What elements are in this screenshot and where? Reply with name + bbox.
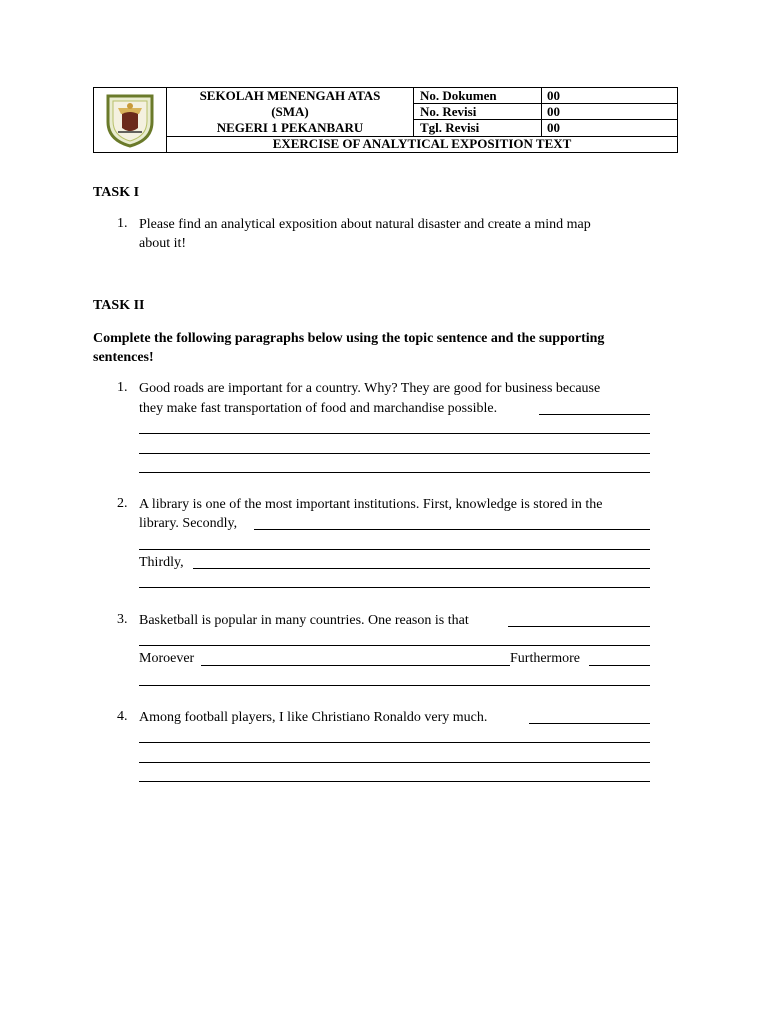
answer-blank[interactable]	[139, 762, 650, 763]
answer-blank[interactable]	[139, 685, 650, 686]
task-1-item-line-2: about it!	[139, 236, 187, 251]
answer-blank[interactable]	[193, 568, 650, 569]
answer-blank[interactable]	[254, 529, 650, 530]
school-name-line-3: NEGERI 1 PEKANBARU	[216, 120, 364, 135]
meta-row-revision-date: Tgl. Revisi 00	[420, 120, 560, 135]
answer-blank[interactable]	[539, 414, 650, 415]
document-meta-block	[414, 88, 677, 136]
task-2-item-1-line-1: Good roads are important for a country. Why? They are good for business because	[139, 381, 601, 396]
task-2-item-3-line-1: Basketball is popular in many countries. One reason is that	[139, 613, 469, 628]
answer-blank[interactable]	[139, 742, 650, 743]
task-2-item-3-moreover: Moroever	[139, 651, 195, 666]
task-2-item-2-line-1: A library is one of the most important institutions. First, knowledge is stored in the	[139, 497, 603, 512]
task-2-item-4-number: 4.	[117, 709, 128, 724]
school-name-line-2: (SMA)	[271, 104, 309, 119]
school-crest-icon	[104, 92, 156, 148]
task-2-item-2-number: 2.	[117, 496, 128, 511]
task-2-item-3-furthermore: Furthermore	[510, 651, 580, 666]
meta-row-document-number: No. Dokumen 00	[414, 88, 677, 104]
answer-blank[interactable]	[139, 453, 650, 454]
task-2-item-3-number: 3.	[117, 612, 128, 627]
task-2-item-1-number: 1.	[117, 380, 128, 395]
answer-blank[interactable]	[139, 472, 650, 473]
answer-blank[interactable]	[529, 723, 650, 724]
answer-blank[interactable]	[139, 645, 650, 646]
document-title: EXERCISE OF ANALYTICAL EXPOSITION TEXT	[167, 136, 677, 152]
school-name-block	[167, 88, 414, 136]
task-1-heading: TASK I	[93, 185, 140, 200]
school-name-line-1: SEKOLAH MENENGAH ATAS	[199, 88, 381, 103]
answer-blank[interactable]	[139, 587, 650, 588]
answer-blank[interactable]	[139, 781, 650, 782]
answer-blank[interactable]	[139, 433, 650, 434]
answer-blank[interactable]	[201, 665, 510, 666]
answer-blank[interactable]	[508, 626, 650, 627]
task-2-instruction-line-2: sentences!	[93, 350, 154, 365]
task-2-heading: TASK II	[93, 298, 145, 313]
school-logo-cell	[94, 88, 167, 152]
answer-blank[interactable]	[589, 665, 650, 666]
task-2-item-2-line-2: library. Secondly,	[139, 516, 238, 531]
task-2-item-2-line-3: Thirdly,	[139, 555, 184, 570]
meta-row-revision-number: No. Revisi 00	[414, 104, 677, 120]
task-2-item-1-line-2: they make fast transportation of food and marchandise possible.	[139, 401, 498, 416]
task-1-item-number: 1.	[117, 216, 128, 231]
task-1-item-line-1: Please find an analytical exposition about natural disaster and create a mind map	[139, 217, 591, 232]
task-2-item-4-line-1: Among football players, I like Christiano Ronaldo very much.	[139, 710, 488, 725]
task-2-instruction-line-1: Complete the following paragraphs below using the topic sentence and the supporting	[93, 331, 605, 346]
answer-blank[interactable]	[139, 549, 650, 550]
document-header-table	[93, 87, 678, 153]
